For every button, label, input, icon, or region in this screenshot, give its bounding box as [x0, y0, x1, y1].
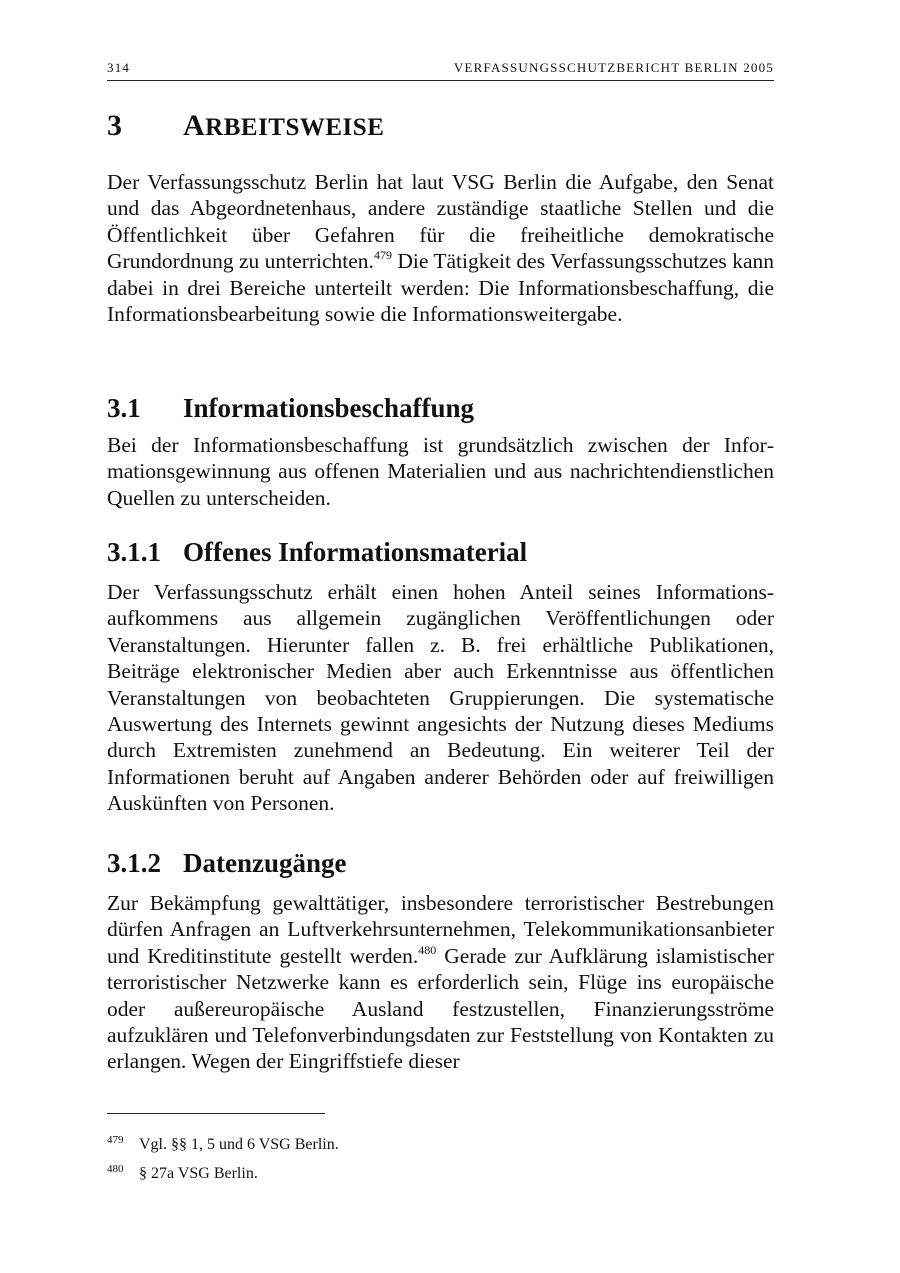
chapter-number: 3	[107, 109, 122, 142]
running-title: VERFASSUNGSSCHUTZBERICHT BERLIN 2005	[453, 60, 774, 75]
section-3-1-1-paragraph: Der Verfassungsschutz erhält einen hohen Anteil seines Informationsaufkommens aus allgemein zugänglichen Veröffentlichungen oder Veranstaltungen. Hierunter fallen z. B. frei erhältliche Publikationen, Beiträge elektronischer Medien aber auch Erkenntnisse aus öffentlichen Veranstaltungen von beobachteten Gruppierungen. Die systematische Auswertung des Internets gewinnt angesichts der Nutzung dieses Mediums durch Extremisten zunehmend an Bedeutung. Ein weiterer Teil der Informationen beruht auf Angaben anderer Behörden oder auf freiwilligen Auskünften von Personen.	[107, 580, 774, 816]
section-3-1-heading: 3.1 Informationsbeschaffung	[107, 393, 475, 423]
footnote-separator	[107, 1113, 325, 1114]
chapter-heading	[107, 106, 384, 148]
footnote-479: $^{479}$ Vgl. §§ 1, 5 und 6 VSG Berlin.	[107, 1134, 339, 1153]
intro-paragraph: Der Verfassungsschutz Berlin hat laut VSG Berlin die Aufgabe, den Senat und das Abgeordnetenhaus, andere zuständige staatliche Stellen und die Öffentlichkeit über Gefahren für die freiheitliche demokratische Grundordnung zu unterrichten.$^{479}$ Die Tätigkeit des Verfassungsschutzes kann dabei in drei Bereiche unterteilt werden: Die Informationsbeschaffung, die Informationsbearbeitung sowie die Informationsweitergabe.	[107, 170, 774, 327]
section-3-1-2-paragraph: Zur Bekämpfung gewalttätiger, insbesondere terroristischer Bestrebungen dürfen Anfragen an Luftverkehrsunternehmen, Telekommunikationsanbieter und Kreditinstitute gestellt werden.$^{480}$ Gerade zur Aufklärung islamistischer terroristischer Netzwerke kann es erforderlich sein, Flüge ins europäische oder außereuropäische Ausland festzustellen, Finanzierungsströme aufzuklären und Telefonverbindungsdaten zur Feststellung von Kontakten zu erlangen. Wegen der Eingriffstiefe dieser	[107, 891, 774, 1074]
running-header	[107, 58, 774, 81]
page-number: 314	[107, 60, 131, 75]
section-3-1-1-heading: 3.1.1 Offenes Informationsmaterial	[107, 537, 528, 567]
footnote-ref-480: 480	[418, 942, 437, 957]
chapter-title: ARBEITSWEISE	[183, 109, 385, 142]
section-3-1-2-heading: 3.1.2 Datenzugänge	[107, 848, 347, 878]
footnote-480: $^{480}$ § 27a VSG Berlin.	[107, 1163, 258, 1182]
section-3-1-paragraph: Bei der Informationsbeschaffung ist grundsätzlich zwischen der Informationsgewinnung aus offenen Materialien und aus nachrichtendienstlichen Quellen zu unterscheiden.	[107, 433, 774, 510]
footnote-ref-479: 479	[373, 248, 392, 263]
